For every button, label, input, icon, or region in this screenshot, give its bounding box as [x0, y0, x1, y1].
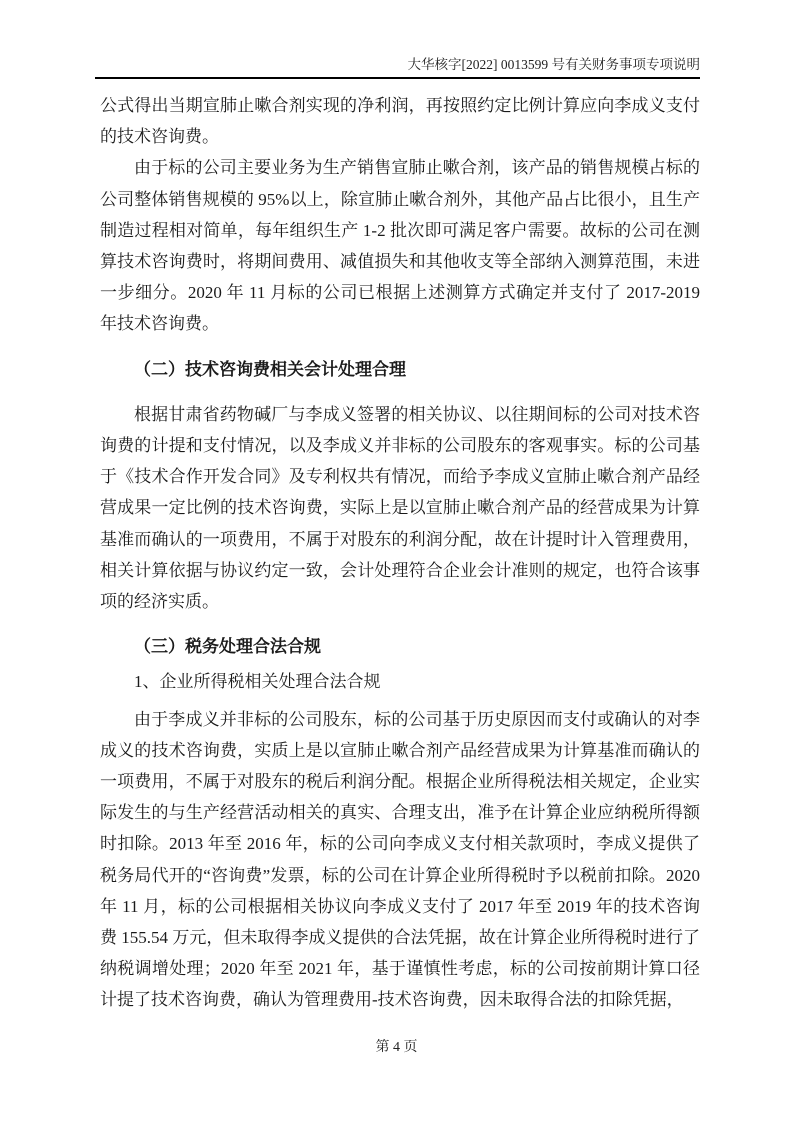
sub-heading: 1、企业所得税相关处理合法合规 — [134, 672, 381, 692]
body-paragraph: 根据甘肃省药物碱厂与李成义签署的相关协议、以往期间标的公司对技术咨询费的计提和支付情况，以及李成义并非标的公司股东的客观事实。标的公司基于《技术合作开发合同》及专利权共有情况，而给予李成义宣肺止嗽合剂产品经营成果一定比例的技术咨询费，实际上是以宣肺止嗽合剂产品的经营成果为计算基准而确认的一项费用，不属于对股东的利润分配，故在计提时计入管理费用，相关计算依据与协议约定一致，会计处理符合企业会计准则的规定，也符合该事项的经济实质。 — [100, 404, 700, 612]
section-heading: （三）税务处理合法合规 — [134, 637, 321, 657]
page-number: 第 4 页 — [375, 1040, 418, 1055]
body-paragraph: 由于李成义并非标的公司股东，标的公司基于历史原因而支付或确认的对李成义的技术咨询费，实质上是以宣肺止嗽合剂产品经营成果为计算基准而确认的一项费用，不属于对股东的税后利润分配。根据企业所得税法相关规定，企业实际发生的与生产经营活动相关的真实、合理支出，准予在计算企业应纳税所得额时扣除。2013 年至 2016 年，标的公司向李成义支付相关款项时，李成义提供了税务局代开的“咨询费”发票，标的公司在计算企业所得税时予以税前扣除。2020 年 11 月，标的公司根据相关协议向李成义支付了 2017 年至 2019 年的技术咨询费 155.54 万元，但未取得李成义提供的合法凭据，故在计算企业所得税时进行了纳税调增处理；2020 年至 2021 年，基于谨慎性考虑，标的公司按前期计算口径计提了技术咨询费，确认为管理费用-技术咨询费，因未取得合法的扣除凭据， — [100, 709, 700, 1010]
body-paragraph: 公式得出当期宣肺止嗽合剂实现的净利润，再按照约定比例计算应向李成义支付的技术咨询费。 — [100, 96, 700, 147]
section-heading: （二）技术咨询费相关会计处理合理 — [134, 359, 406, 379]
page-header — [95, 55, 700, 79]
body-paragraph: 由于标的公司主要业务为生产销售宣肺止嗽合剂，该产品的销售规模占标的公司整体销售规模的 95%以上，除宣肺止嗽合剂外，其他产品占比很小，且生产制造过程相对简单，每年组织生产 1-2 批次即可满足客户需要。故标的公司在测算技术咨询费时，将期间费用、减值损失和其他收支等全部纳入测算范围，未进一步细分。2020 年 11 月标的公司已根据上述测算方式确定并支付了 2017-2019 年技术咨询费。 — [100, 158, 700, 334]
page-footer — [0, 1038, 793, 1058]
header-text: 大华核字[2022] 0013599 号有关财务事项专项说明 — [407, 57, 700, 72]
document-body — [100, 90, 700, 1016]
